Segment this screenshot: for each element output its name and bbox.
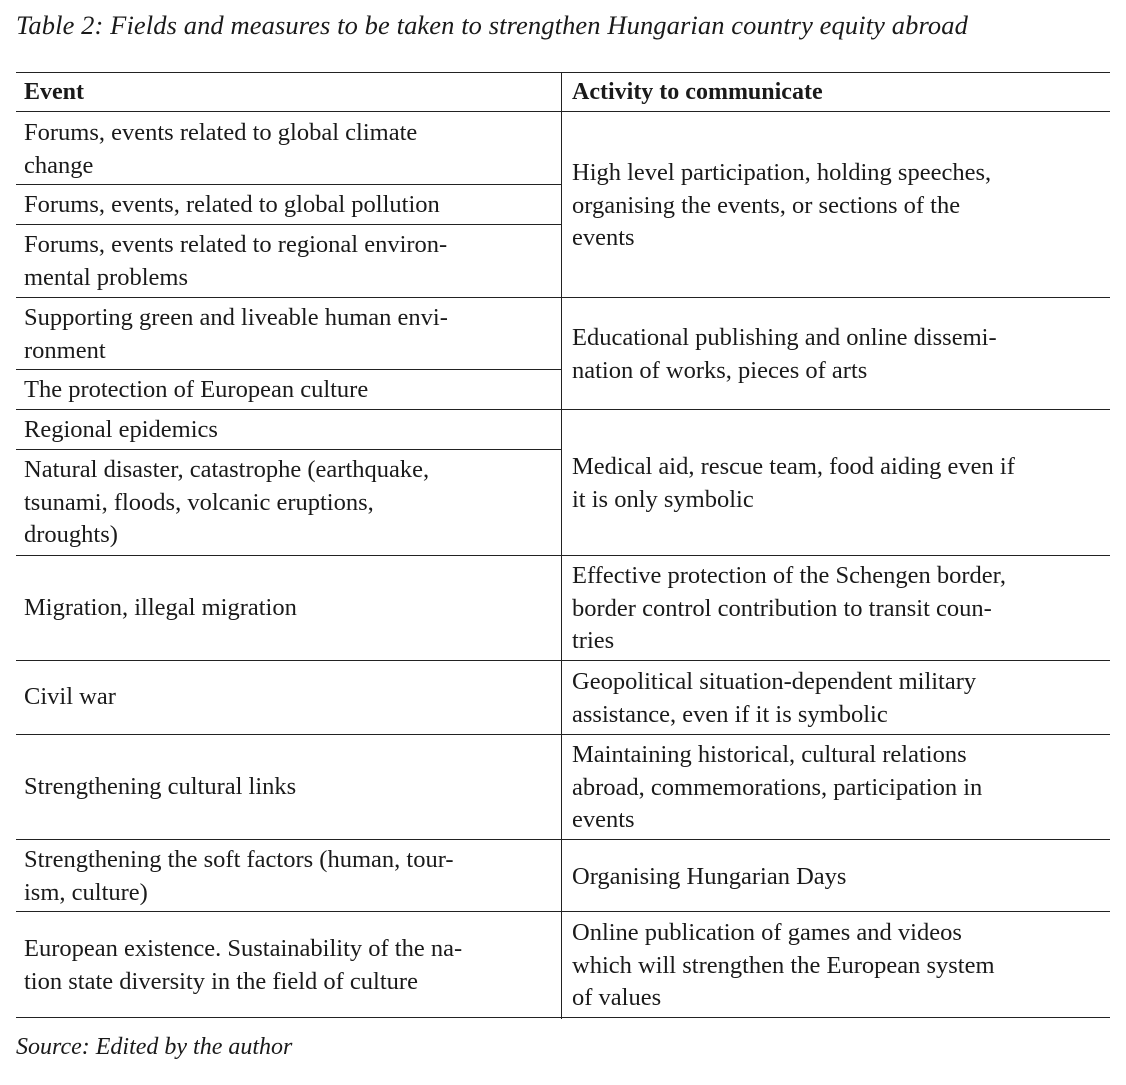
event-cell: Natural disaster, catastrophe (earthquake, tsunami, floods, volcanic eruptions, droughts)	[24, 456, 430, 548]
row-divider	[16, 734, 1110, 735]
column-divider	[561, 73, 562, 1019]
activity-cell: Geopolitical situation-dependent military assistance, even if it is symbolic	[572, 668, 977, 728]
event-cell: Forums, events related to global climate change	[24, 119, 418, 179]
activity-cell: Medical aid, rescue team, food aiding even if it is only symbolic	[572, 453, 1015, 513]
activity-cell: Effective protection of the Schengen border, border control contribution to transit coun- tries	[572, 562, 1006, 654]
event-cell: Strengthening cultural links	[24, 773, 297, 800]
row-divider	[16, 369, 561, 370]
row-divider	[16, 839, 1110, 840]
row-divider	[16, 297, 1110, 298]
event-cell: Regional epidemics	[24, 416, 218, 443]
row-divider	[16, 409, 1110, 410]
header-activity: Activity to communicate	[572, 79, 823, 105]
activity-cell: Online publication of games and videos which will strengthen the European system of values	[572, 919, 995, 1011]
event-cell: Forums, events related to regional environ- mental problems	[24, 231, 448, 291]
table-top-rule	[16, 72, 1110, 73]
event-cell: Supporting green and liveable human envi- ronment	[24, 304, 448, 364]
activity-cell: Organising Hungarian Days	[572, 863, 847, 890]
event-cell: Forums, events, related to global pollution	[24, 191, 440, 218]
row-divider	[16, 184, 561, 185]
row-divider	[16, 555, 1110, 556]
source-note: Source: Edited by the author	[16, 1034, 293, 1060]
table-caption: Table 2: Fields and measures to be taken to strengthen Hungarian country equity abroad	[16, 10, 968, 40]
table-bottom-rule	[16, 1017, 1110, 1018]
event-cell: Strengthening the soft factors (human, tour- ism, culture)	[24, 846, 454, 906]
event-cell: Migration, illegal migration	[24, 594, 297, 621]
activity-cell: High level participation, holding speeches, organising the events, or sections of the events	[572, 159, 992, 251]
activity-cell: Educational publishing and online dissemi- nation of works, pieces of arts	[572, 324, 997, 384]
row-divider	[16, 224, 561, 225]
row-divider	[16, 660, 1110, 661]
header-event: Event	[24, 79, 84, 105]
activity-cell: Maintaining historical, cultural relations abroad, commemorations, participation in events	[572, 741, 983, 833]
header-rule	[16, 111, 1110, 112]
event-cell: European existence. Sustainability of the na- tion state diversity in the field of culture	[24, 935, 463, 995]
row-divider	[16, 911, 1110, 912]
event-cell: The protection of European culture	[24, 376, 369, 403]
event-cell: Civil war	[24, 683, 116, 710]
row-divider	[16, 449, 561, 450]
